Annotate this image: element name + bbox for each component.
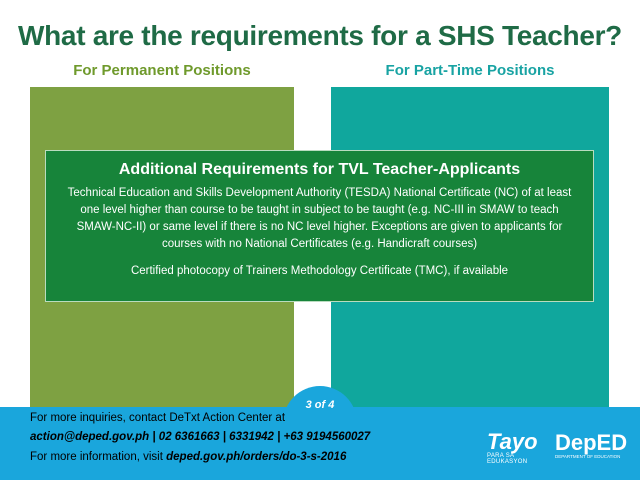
part-time-positions-label: For Part-Time Positions <box>385 62 555 79</box>
deped-logo-main: DepED <box>555 430 628 455</box>
footer-more-info-text: For more information, visit <box>30 451 167 463</box>
page-indicator: 3 of 4 <box>283 386 357 424</box>
tesda-requirement-text: Technical Education and Skills Development Authority (TESDA) National Certificate (NC) of at least one level higher than course to be taught in subject to be taught (e.g. NC-III in SMAW to teach SMAW-NC-II) or same level if there is no NC level higher. Exceptions are given to applicants for courses with no National Certificates (e.g. Handicraft courses) <box>67 187 572 250</box>
tmc-requirement-text: Certified photocopy of Trainers Methodology Certificate (TMC), if available <box>130 265 509 277</box>
tayo-logo-main: Tayo <box>487 429 538 454</box>
footer-inquiries-text: For more inquiries, contact DeTxt Action Center at <box>30 412 286 424</box>
tayo-logo <box>487 431 547 469</box>
page-title: What are the requirements for a SHS Teacher? <box>17 20 622 51</box>
deped-order-link[interactable]: deped.gov.ph/orders/do-3-s-2016 <box>166 451 347 463</box>
footer-more-info <box>30 451 346 463</box>
tvl-requirements-box <box>45 150 594 302</box>
footer-contact-details[interactable]: action@deped.gov.ph | 02 6361663 | 6331942 | +63 9194560027 <box>30 431 371 443</box>
deped-logo <box>555 430 628 470</box>
tayo-logo-sub: PARA SA EDUKASYON <box>487 453 528 465</box>
permanent-positions-label: For Permanent Positions <box>73 62 251 79</box>
deped-logo-sub: DEPARTMENT OF EDUCATION <box>555 454 621 459</box>
tvl-requirements-title: Additional Requirements for TVL Teacher-Applicants <box>118 161 521 178</box>
